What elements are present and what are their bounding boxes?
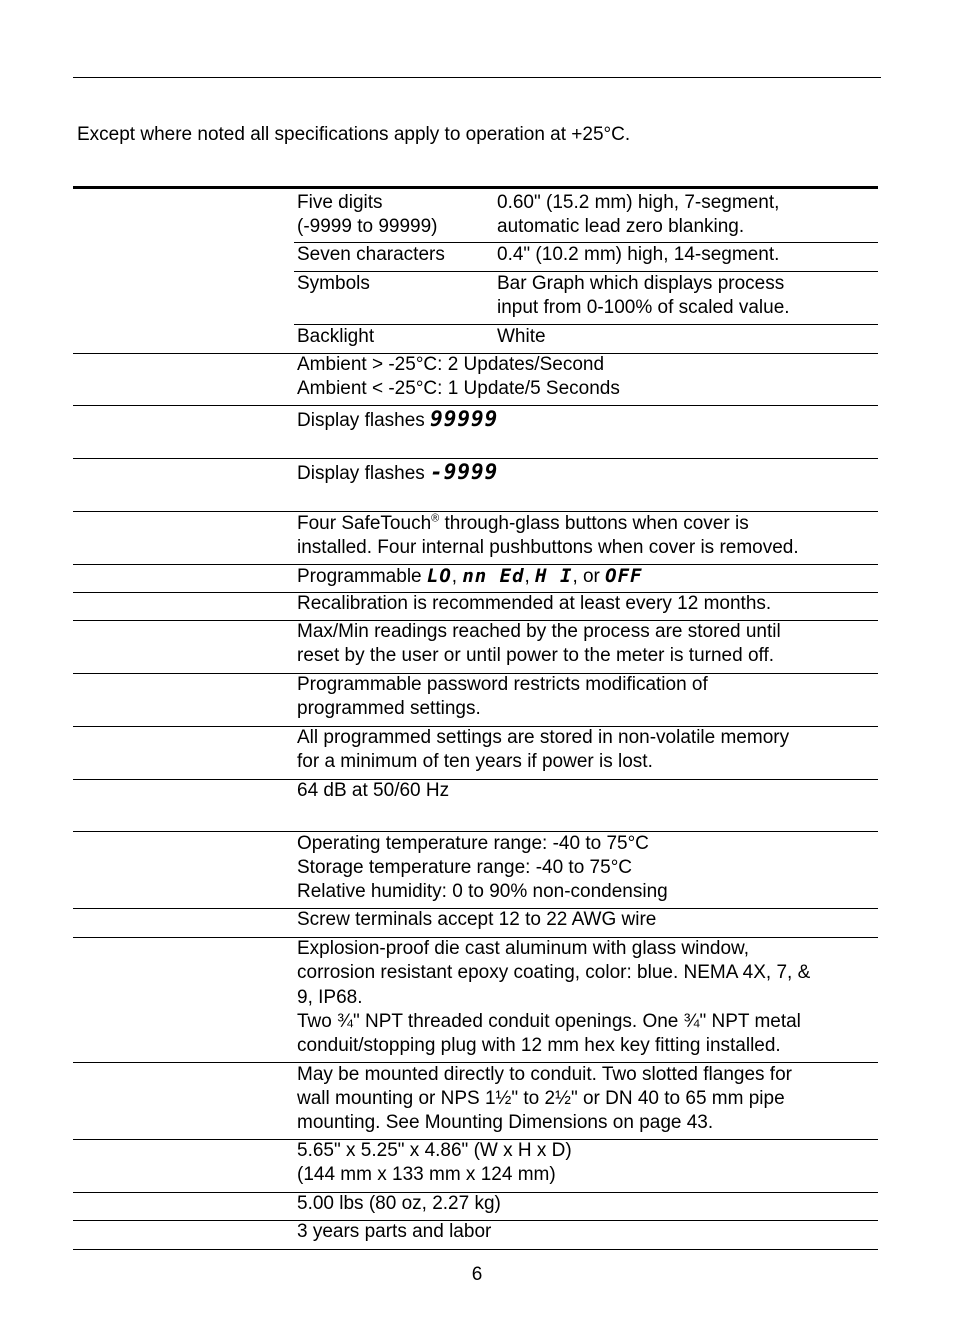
weight-text: 5.00 lbs (80 oz, 2.27 kg)	[297, 1193, 501, 1214]
password-line-1: Programmable password restricts modification of	[297, 674, 708, 695]
password-row	[73, 674, 878, 727]
memory-row	[73, 727, 878, 780]
mounting-line-1: May be mounted directly to conduit. Two slotted flanges for	[297, 1064, 792, 1085]
memory-line-2: for a minimum of ten years if power is lost.	[297, 751, 653, 772]
display-digits-row	[294, 189, 878, 243]
maxmin-row	[73, 621, 878, 674]
buttons-line-1	[297, 512, 749, 536]
warranty-row	[73, 1221, 878, 1250]
maxmin-line-1: Max/Min readings reached by the process are stored until	[297, 621, 781, 642]
digits-value-2: automatic lead zero blanking.	[497, 216, 745, 237]
backlight-label: Backlight	[297, 326, 375, 347]
enclosure-line-5: conduit/stopping plug with 12 mm hex key fitting installed.	[297, 1035, 781, 1056]
buttons-line-2: installed. Four internal pushbuttons when cover is removed.	[297, 537, 799, 558]
chars-value: 0.4" (10.2 mm) high, 14-segment.	[497, 244, 780, 265]
dimensions-line-2: (144 mm x 133 mm x 124 mm)	[297, 1164, 556, 1185]
update-rate-line-1: Ambient > -25°C: 2 Updates/Second	[297, 354, 605, 375]
overrange-code: 99999	[430, 407, 499, 431]
programmable-text	[297, 564, 643, 589]
digits-value-1: 0.60" (15.2 mm) high, 7-segment,	[497, 192, 780, 213]
overrange-row	[73, 406, 878, 459]
environmental-line-3: Relative humidity: 0 to 90% non-condensing	[297, 881, 668, 902]
top-rule	[73, 77, 881, 78]
code-off: OFF	[605, 565, 643, 587]
underrange-label: Display flashes	[297, 463, 425, 484]
underrange-row	[73, 459, 878, 512]
page-number: 6	[471, 1264, 483, 1285]
noise-row	[73, 780, 878, 832]
chars-label: Seven characters	[297, 244, 445, 265]
noise-text: 64 dB at 50/60 Hz	[297, 780, 450, 801]
password-line-2: programmed settings.	[297, 698, 481, 719]
sep-1: ,	[451, 566, 458, 587]
weight-row	[73, 1193, 878, 1221]
maxmin-line-2: reset by the user or until power to the meter is turned off.	[297, 645, 775, 666]
environmental-row	[73, 832, 878, 909]
connections-text: Screw terminals accept 12 to 22 AWG wire	[297, 909, 657, 930]
display-symbols-row	[294, 272, 878, 325]
sep-3: , or	[572, 566, 600, 587]
mounting-line-3: mounting. See Mounting Dimensions on page 43.	[297, 1112, 714, 1133]
update-rate-row	[73, 354, 878, 406]
overrange-text	[297, 407, 498, 433]
backlight-value: White	[497, 326, 546, 347]
code-hi: H I	[535, 565, 573, 587]
enclosure-line-3: 9, IP68.	[297, 987, 363, 1008]
memory-line-1: All programmed settings are stored in non-volatile memory	[297, 727, 790, 748]
enclosure-line-1: Explosion-proof die cast aluminum with glass window,	[297, 938, 749, 959]
update-rate-line-2: Ambient < -25°C: 1 Update/5 Seconds	[297, 378, 620, 399]
dimensions-line-1: 5.65" x 5.25" x 4.86" (W x H x D)	[297, 1140, 572, 1161]
mounting-row	[73, 1063, 878, 1140]
connections-row	[73, 909, 878, 938]
sep-2: ,	[524, 566, 530, 587]
buttons-line-1-pre: Four SafeTouch	[297, 513, 432, 534]
recalibration-text: Recalibration is recommended at least every 12 months.	[297, 593, 772, 614]
enclosure-row	[73, 938, 878, 1063]
symbols-label: Symbols	[297, 273, 370, 294]
digits-label-1: Five digits	[297, 192, 383, 213]
display-backlight-row	[73, 325, 878, 354]
code-nned: nn Ed	[462, 565, 525, 587]
symbols-value-2: input from 0-100% of scaled value.	[497, 297, 790, 318]
buttons-row	[73, 512, 878, 565]
intro-text: Except where noted all specifications apply to operation at +25°C.	[77, 124, 631, 145]
symbols-value-1: Bar Graph which displays process	[497, 273, 785, 294]
programmable-row	[73, 565, 878, 593]
programmable-label: Programmable	[297, 566, 422, 587]
registered-mark: ®	[431, 512, 440, 525]
dimensions-row	[73, 1140, 878, 1193]
digits-label-2: (-9999 to 99999)	[297, 216, 438, 237]
environmental-line-1: Operating temperature range: -40 to 75°C	[297, 833, 649, 854]
underrange-code: -9999	[430, 460, 499, 484]
overrange-label: Display flashes	[297, 410, 425, 431]
underrange-text	[297, 460, 498, 486]
buttons-line-1-post: through-glass buttons when cover is	[439, 513, 749, 534]
warranty-text: 3 years parts and labor	[297, 1221, 492, 1242]
enclosure-line-4: Two ¾" NPT threaded conduit openings. One ¾" NPT metal	[297, 1011, 801, 1032]
recalibration-row	[73, 593, 878, 621]
mounting-line-2: wall mounting or NPS 1½" to 2½" or DN 40 to 65 mm pipe	[297, 1088, 785, 1109]
display-chars-row	[294, 243, 878, 272]
code-lo: LO	[426, 565, 452, 587]
enclosure-line-2: corrosion resistant epoxy coating, color: blue. NEMA 4X, 7, &	[297, 962, 811, 983]
environmental-line-2: Storage temperature range: -40 to 75°C	[297, 857, 633, 878]
